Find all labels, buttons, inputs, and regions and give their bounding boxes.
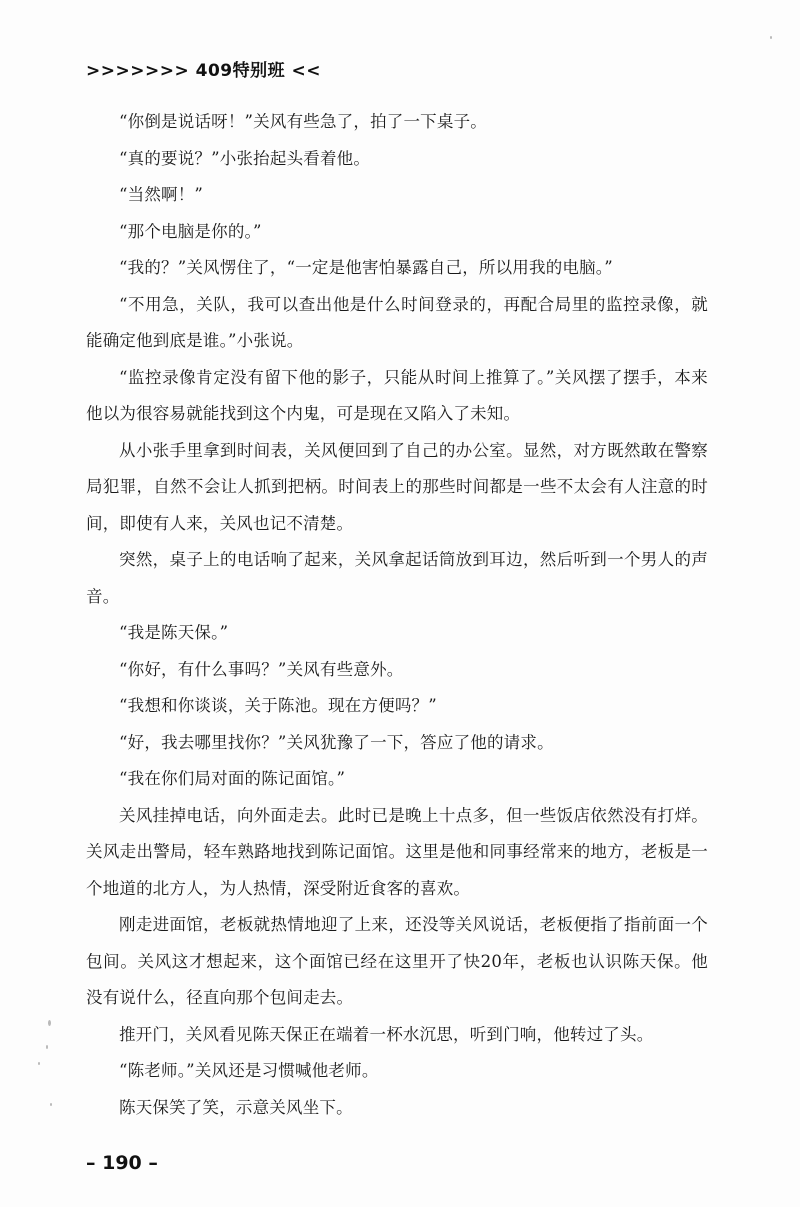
page-number: – 190 – (86, 1152, 158, 1174)
paragraph: 突然，桌子上的电话响了起来，关风拿起话筒放到耳边，然后听到一个男人的声音。 (86, 550, 708, 606)
paragraph: “我想和你谈谈，关于陈池。现在方便吗？” (119, 696, 437, 715)
paragraph: “好，我去哪里找你？”关风犹豫了一下，答应了他的请求。 (119, 732, 554, 752)
body-text (86, 104, 708, 1126)
paragraph: “我在你们局对面的陈记面馆。” (119, 769, 346, 788)
running-header: >>>>>>> 409特别班 << (86, 61, 322, 81)
scan-speck (48, 1020, 51, 1026)
paragraph: “当然啊！” (119, 185, 204, 204)
paragraph: 刚走进面馆，老板就热情地迎了上来，还没等关风说话，老板便指了指前面一个包间。关风这才想起来，这个面馆已经在这里开了快20年，老板也认识陈天保。他没有说什么，径直向那个包间走去。 (86, 915, 708, 1007)
scan-speck (770, 36, 772, 39)
paragraph: “你倒是说话呀！”关风有些急了，拍了一下桌子。 (119, 112, 487, 131)
paragraph: “监控录像肯定没有留下他的影子，只能从时间上推算了。”关风摆了摆手，本来他以为很容易就能找到这个内鬼，可是现在又陷入了未知。 (86, 367, 708, 423)
scan-speck (46, 1045, 48, 1049)
paragraph: “真的要说？”小张抬起头看着他。 (119, 148, 371, 168)
paragraph: 陈天保笑了笑，示意关风坐下。 (119, 1097, 353, 1117)
paragraph: 推开门，关风看见陈天保正在端着一杯水沉思，听到门响，他转过了头。 (119, 1024, 654, 1044)
paragraph: 关风挂掉电话，向外面走去。此时已是晚上十点多，但一些饭店依然没有打烊。关风走出警局，轻车熟路地找到陈记面馆。这里是他和同事经常来的地方，老板是一个地道的北方人，为人热情，深受附近食客的喜欢。 (86, 805, 708, 898)
paragraph: “我是陈天保。” (119, 623, 229, 642)
paragraph: “陈老师。”关风还是习惯喊他老师。 (119, 1061, 379, 1080)
paragraph: 从小张手里拿到时间表，关风便回到了自己的办公室。显然，对方既然敢在警察局犯罪，自然不会让人抓到把柄。时间表上的那些时间都是一些不太会有人注意的时间，即使有人来，关风也记不清楚。 (86, 440, 708, 533)
paragraph: “不用急，关队，我可以查出他是什么时间登录的，再配合局里的监控录像，就能确定他到底是谁。”小张说。 (86, 294, 708, 350)
paragraph: “我的？”关风愣住了，“一定是他害怕暴露自己，所以用我的电脑。” (119, 258, 613, 277)
paragraph: “你好，有什么事吗？”关风有些意外。 (119, 659, 404, 679)
paragraph: “那个电脑是你的。” (119, 221, 262, 241)
scan-speck (50, 1103, 52, 1106)
scan-speck (38, 1062, 40, 1065)
